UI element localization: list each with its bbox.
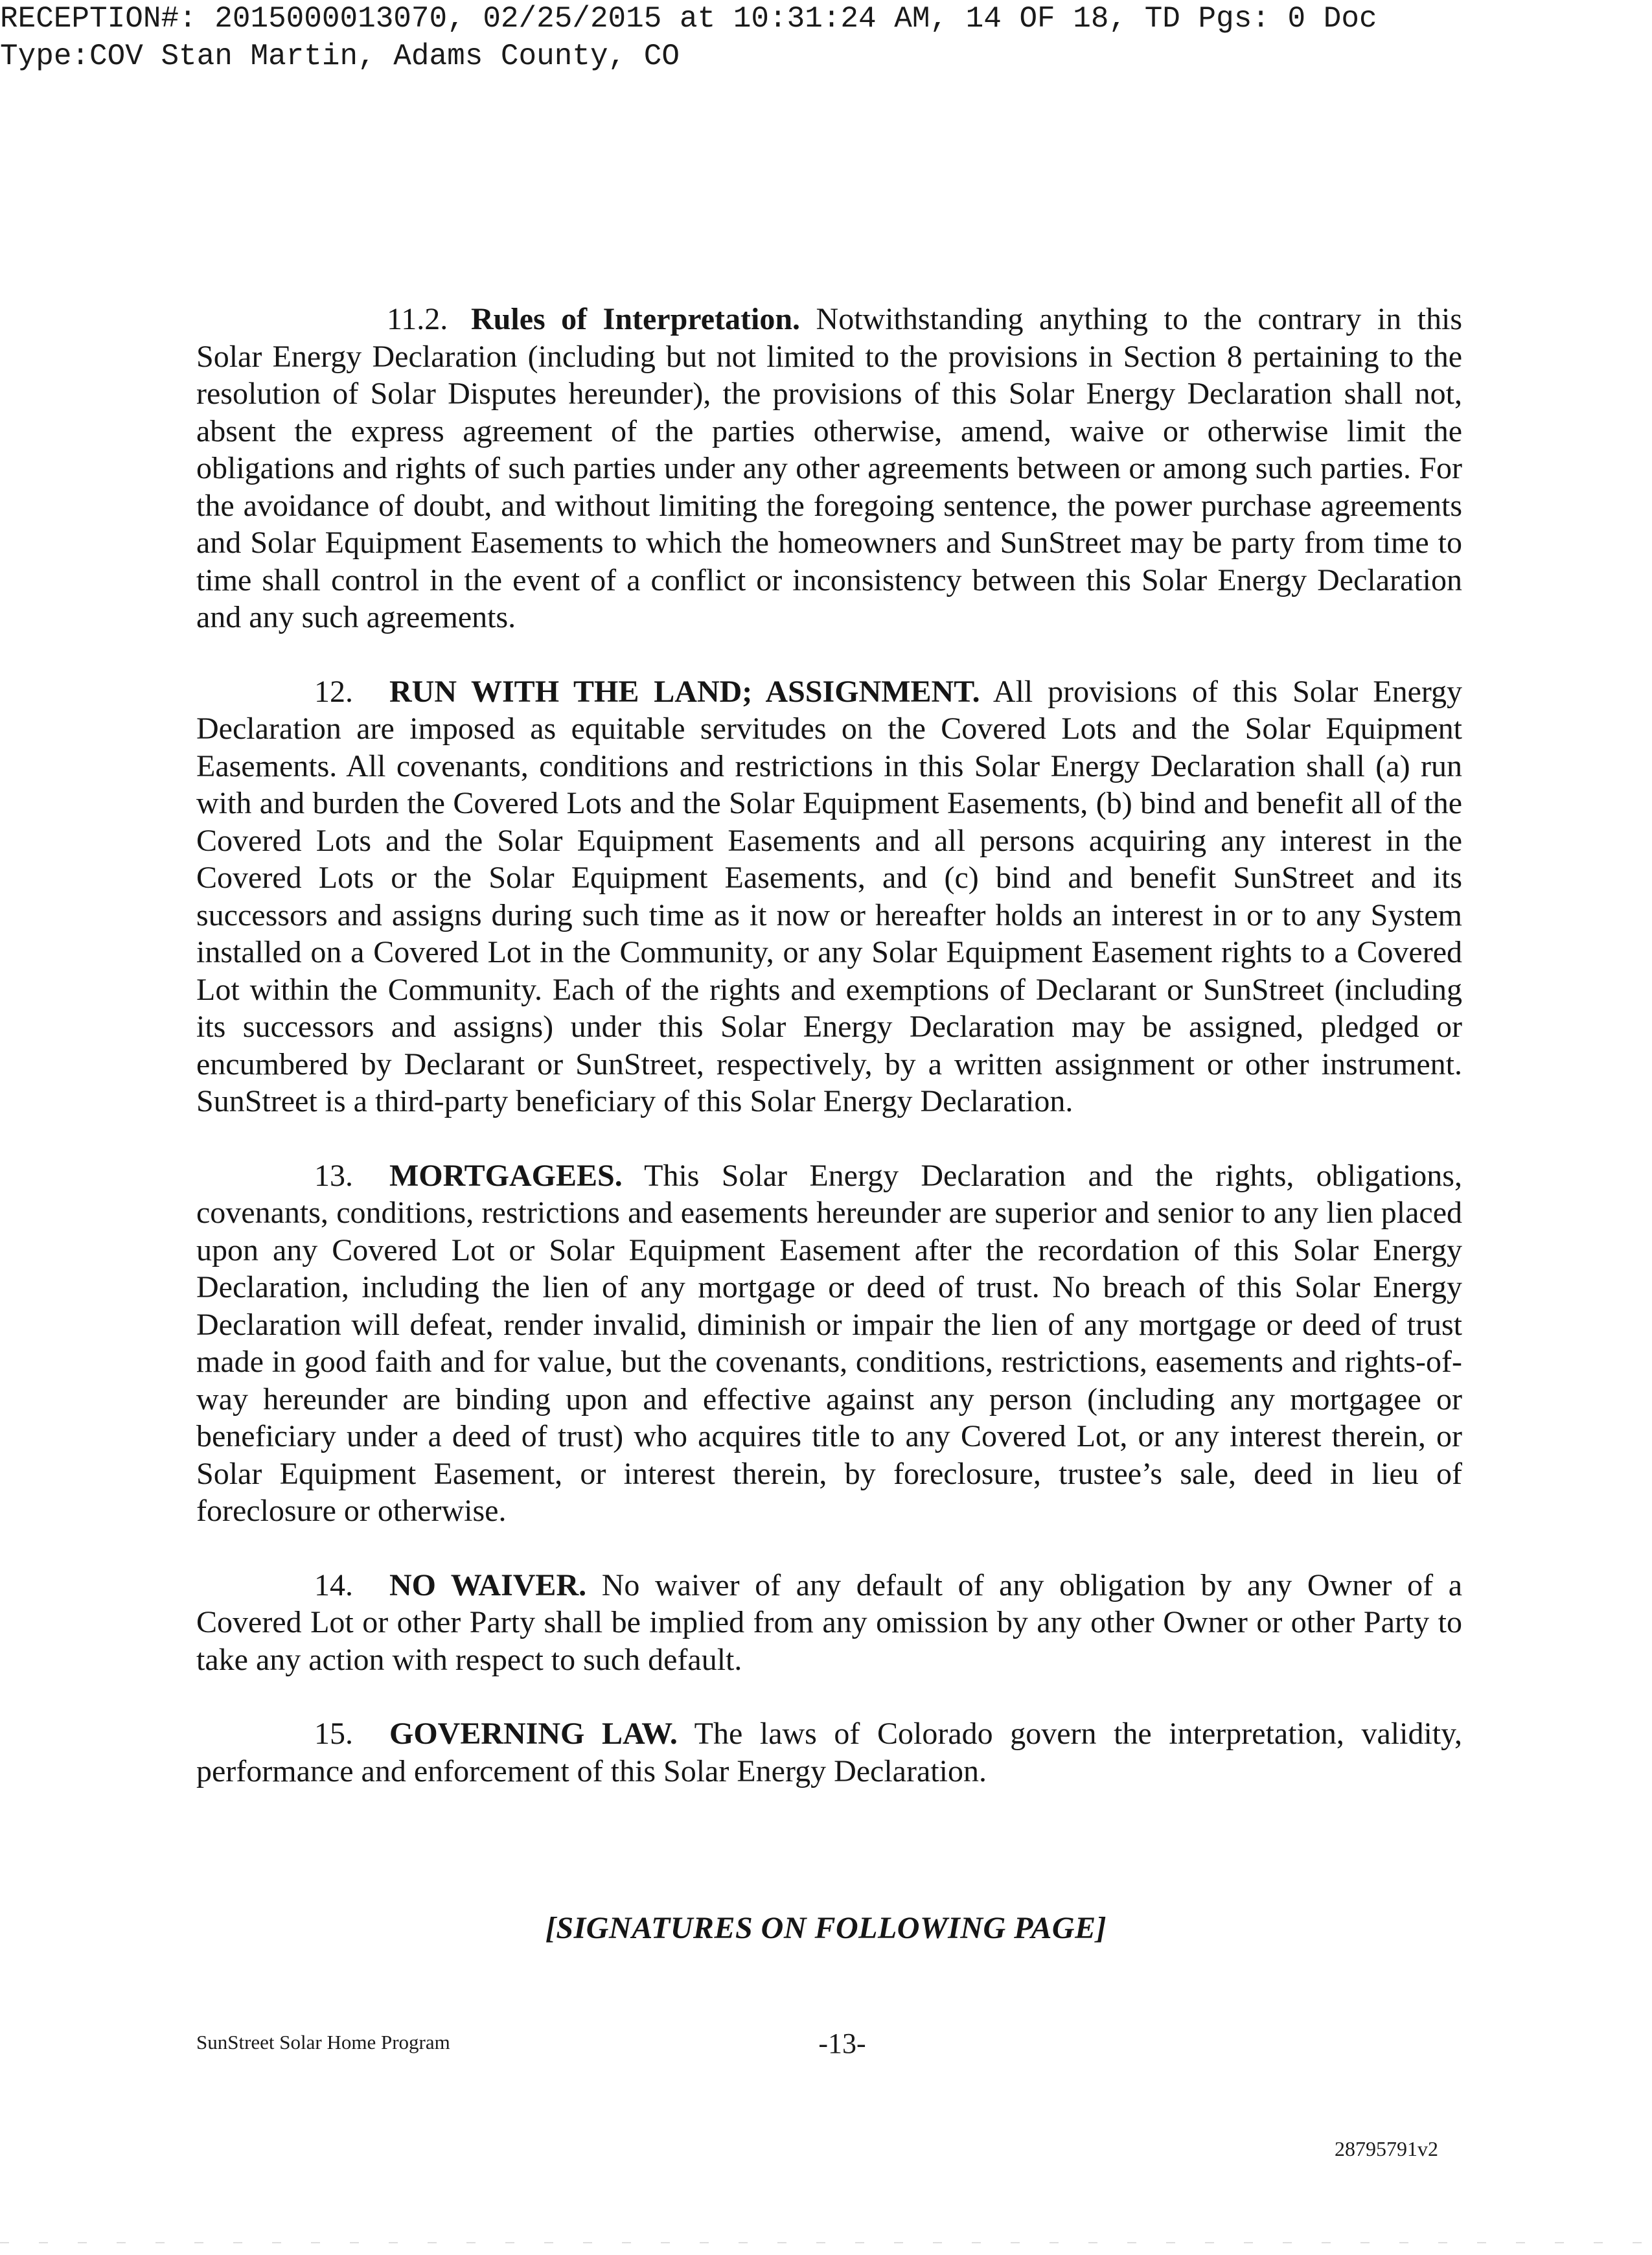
recording-stamp-line-2: Type:COV Stan Martin, Adams County, CO xyxy=(0,40,680,73)
section-title: Rules of Interpretation. xyxy=(471,302,801,336)
section-title: RUN WITH THE LAND; ASSIGNMENT. xyxy=(389,674,980,709)
section-12 xyxy=(196,673,1462,1120)
section-number: 13. xyxy=(314,1158,353,1193)
footer-page-number: -13- xyxy=(818,2028,866,2059)
section-text: This Solar Energy Declaration and the rights, obligations, covenants, conditions, restrictions and easements hereunder are superior and senior to any lien placed upon any Covered Lot or Solar Equipment Easement after the recordation of this Solar Energy Declaration, including the lien of any mortgage or deed of trust. No breach of this Solar Energy Declaration will defeat, render invalid, diminish or impair the lien of any mortgage or deed of trust made in good faith and for value, but the covenants, conditions, restrictions, easements and rights-of-way hereunder are binding upon and effective against any person (including any mortgagee or beneficiary under a deed of trust) who acquires title to any Covered Lot, or any interest therein, or Solar Equipment Easement, or interest therein, by foreclosure, trustee’s sale, deed in lieu of foreclosure or otherwise. xyxy=(196,1158,1462,1528)
section-number: 11.2. xyxy=(387,302,448,336)
section-number: 12. xyxy=(314,674,353,709)
recording-stamp-line-1: RECEPTION#: 2015000013070, 02/25/2015 at 10:31:24 AM, 14 OF 18, TD Pgs: 0 Doc xyxy=(0,2,1377,36)
section-14 xyxy=(196,1567,1462,1679)
recording-stamp xyxy=(0,0,1620,75)
scan-artifact-line xyxy=(0,2242,1652,2243)
section-text: All provisions of this Solar Energy Declaration are imposed as equitable servitudes on the Covered Lots and the Solar Equipment Easements. All covenants, conditions and restrictions in this Solar Energy Declaration shall (a) run with and burden the Covered Lots and the Solar Equipment Easements, (b) bind and benefit all of the Covered Lots and the Solar Equipment Easements and all persons acquiring any interest in the Covered Lots or the Solar Equipment Easements, and (c) bind and benefit SunStreet and its successors and assigns during such time as it now or hereafter holds an interest in or to any System installed on a Covered Lot in the Community, or any Solar Equipment Easement rights to a Covered Lot within the Community. Each of the rights and exemptions of Declarant or SunStreet (including its successors and assigns) under this Solar Energy Declaration may be assigned, pledged or encumbered by Declarant or SunStreet, respectively, by a written assignment or other instrument. SunStreet is a third-party beneficiary of this Solar Energy Declaration. xyxy=(196,674,1463,1118)
section-number: 15. xyxy=(314,1717,353,1751)
section-title: GOVERNING LAW. xyxy=(389,1717,678,1751)
section-text: The laws of Colorado govern the interpretation, validity, performance and enforcement of this Solar Energy Declaration. xyxy=(196,1717,1463,1788)
section-15 xyxy=(196,1715,1462,1790)
section-number: 14. xyxy=(314,1567,353,1602)
footer-document-id: 28795791v2 xyxy=(1335,2137,1438,2160)
section-title: NO WAIVER. xyxy=(389,1567,587,1602)
section-13 xyxy=(196,1157,1462,1530)
footer-program-name: SunStreet Solar Home Program xyxy=(196,2031,450,2053)
section-text: Notwithstanding anything to the contrary in this Solar Energy Declaration (including but not limited to the provisions in Section 8 pertaining to the resolution of Solar Disputes hereunder), the provisions of this Solar Energy Declaration shall not, absent the express agreement of the parties otherwise, amend, waive or otherwise limit the obligations and rights of such parties under any other agreements between or among such parties. For the avoidance of doubt, and without limiting the foregoing sentence, the power purchase agreements and Solar Equipment Easements to which the homeowners and SunStreet may be party from time to time shall control in the event of a conflict or inconsistency between this Solar Energy Declaration and any such agreements. xyxy=(196,302,1463,634)
document-body xyxy=(196,301,1462,1827)
section-title: MORTGAGEES. xyxy=(389,1158,623,1193)
section-text: No waiver of any default of any obligation by any Owner of a Covered Lot or other Party shall be implied from any omission by any other Owner or other Party to take any action with respect to such default. xyxy=(196,1567,1462,1677)
section-11-2 xyxy=(196,301,1462,636)
signatures-note: [SIGNATURES ON FOLLOWING PAGE] xyxy=(545,1911,1107,1945)
